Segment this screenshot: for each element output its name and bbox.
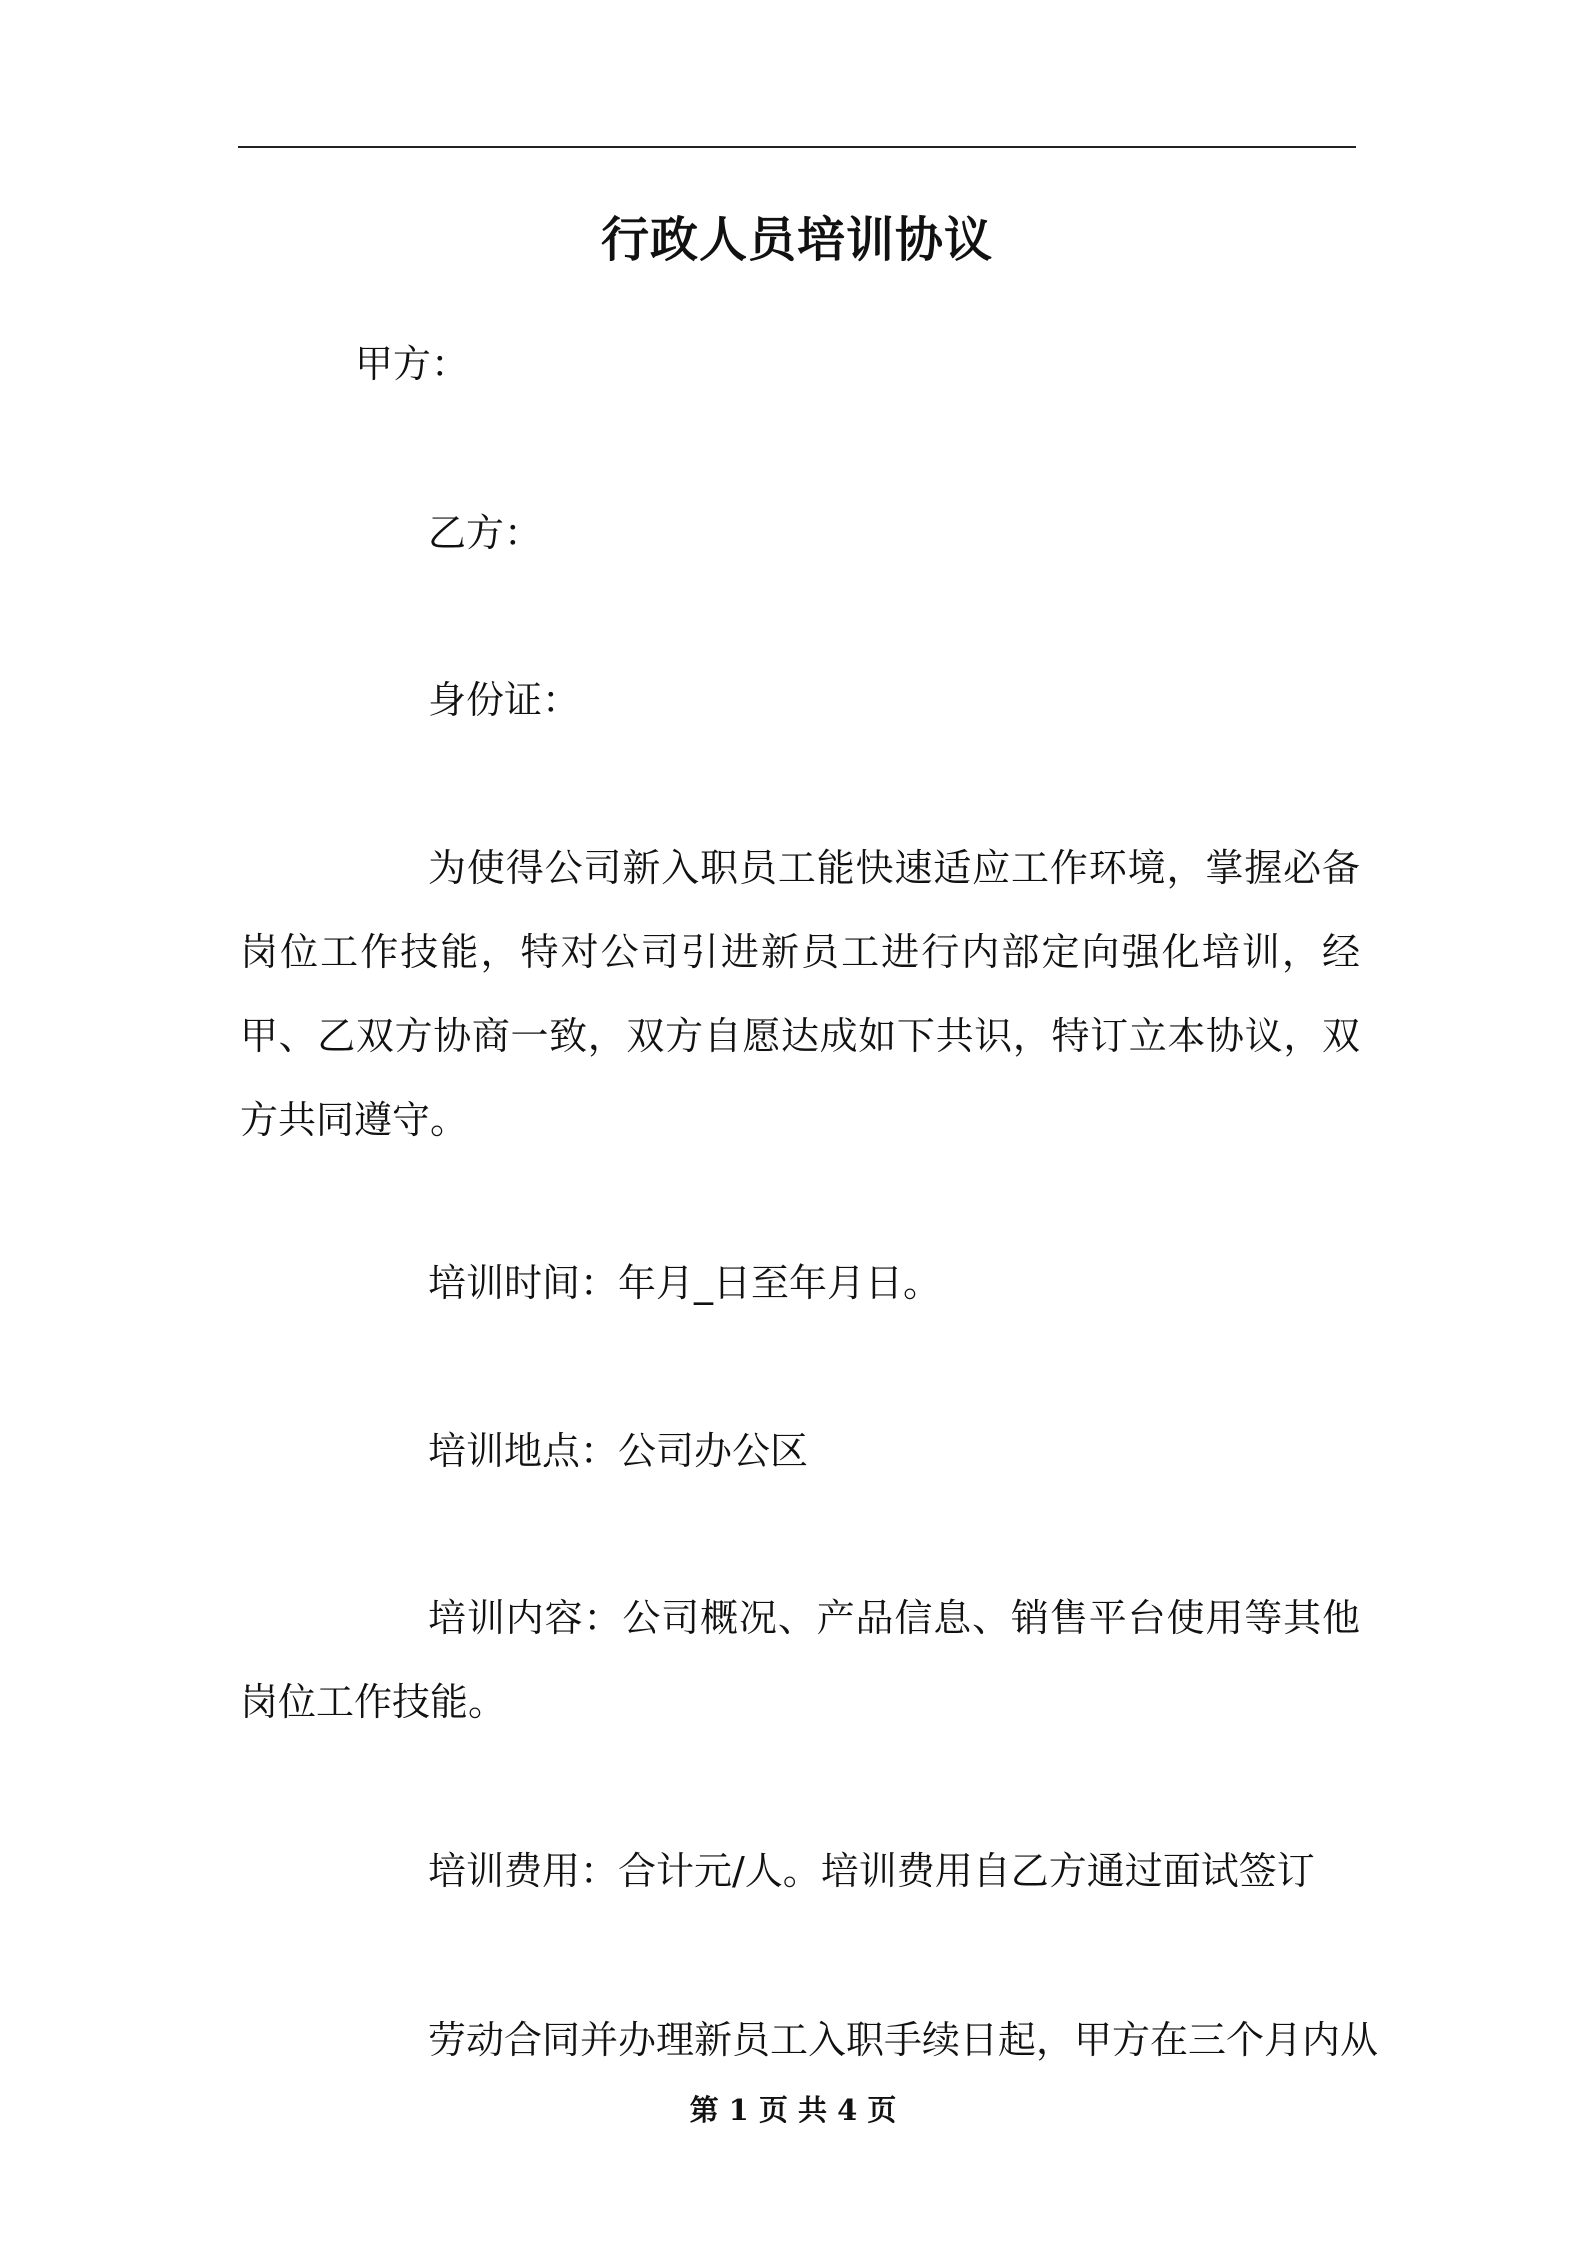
training-fee: 培训费用：合计元/人。培训费用自乙方通过面试签订 <box>428 1849 1315 1893</box>
page-footer: 第 1 页 共 4 页 <box>689 2093 897 2127</box>
training-time: 培训时间：年月_日至年月日。 <box>428 1261 942 1305</box>
id-card-label: 身份证： <box>428 678 581 722</box>
training-location: 培训地点：公司办公区 <box>428 1429 809 1473</box>
contract-continuation: 劳动合同并办理新员工入职手续日起，甲方在三个月内从 <box>428 2018 1379 2062</box>
party-a-label: 甲方： <box>355 342 470 386</box>
intro-paragraph: 为使得公司新入职员工能快速适应工作环境，掌握必备岗位工作技能，特对公司引进新员工进行内部定向强化培训，经甲、乙双方协商一致，双方自愿达成如下共识，特订立本协议，双方共同遵守。 <box>240 846 1360 1142</box>
training-content-paragraph: 培训内容：公司概况、产品信息、销售平台使用等其他岗位工作技能。 <box>240 1596 1360 1724</box>
party-b-label: 乙方： <box>428 511 543 555</box>
document-title: 行政人员培训协议 <box>600 212 993 268</box>
header-rule <box>238 146 1356 148</box>
